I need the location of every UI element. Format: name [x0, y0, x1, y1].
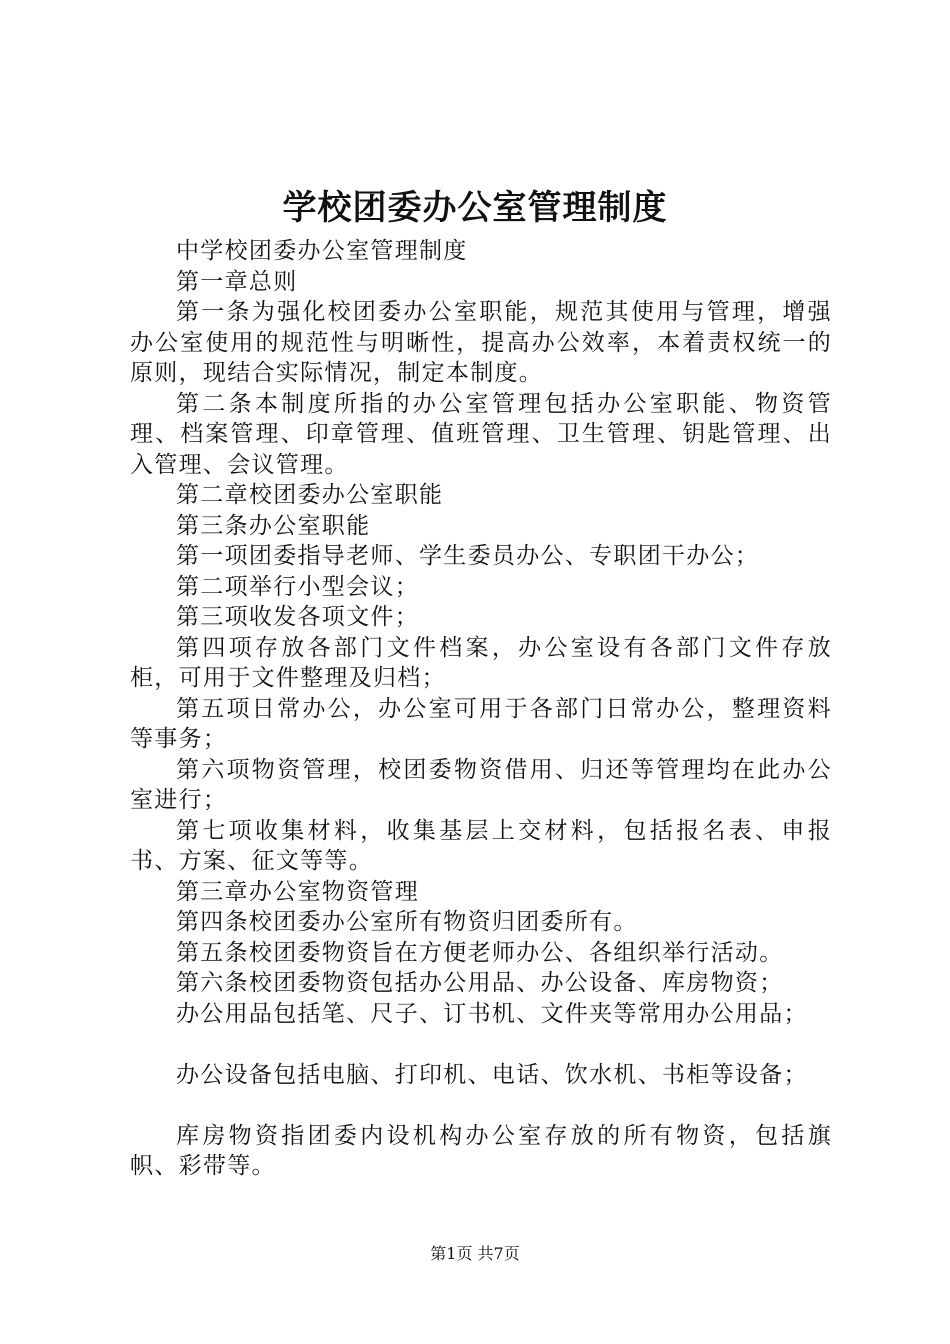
paragraph: 第三条办公室职能 — [176, 512, 371, 539]
paragraph: 第三项收发各项文件； — [176, 604, 419, 630]
paragraph: 第二项举行小型会议； — [176, 573, 419, 600]
paragraph: 办公用品包括笔、尺子、订书机、文件夹等常用办公用品； — [176, 1000, 808, 1027]
paragraph: 第一条为强化校团委办公室职能，规范其使用与管理，增强办公室使用的规范性与明晰性，提高办公效率，本着责权统一的原则，现结合实际情况，制定本制度。 — [130, 299, 832, 386]
page-number-footer: 第1页 共7页 — [430, 1244, 520, 1263]
paragraph: 第二章校团委办公室职能 — [176, 482, 444, 508]
paragraph: 第六条校团委物资包括办公用品、办公设备、库房物资； — [176, 970, 784, 996]
paragraph: 第五项日常办公，办公室可用于各部门日常办公，整理资料等事务； — [130, 695, 832, 752]
paragraph: 第六项物资管理，校团委物资借用、归还等管理均在此办公室进行； — [130, 756, 832, 813]
paragraph: 库房物资指团委内设机构办公室存放的所有物资，包括旗帜、彩带等。 — [130, 1122, 832, 1179]
document-body — [130, 236, 832, 1182]
paragraph: 第一章总则 — [176, 268, 298, 295]
document-title: 学校团委办公室管理制度 — [282, 188, 668, 228]
paragraph: 第四项存放各部门文件档案，办公室设有各部门文件存放柜，可用于文件整理及归档； — [130, 634, 832, 691]
paragraph: 中学校团委办公室管理制度 — [176, 238, 468, 264]
paragraph: 第一项团委指导老师、学生委员办公、专职团干办公； — [176, 543, 760, 569]
paragraph: 第五条校团委物资旨在方便老师办公、各组织举行活动。 — [176, 939, 784, 966]
paragraph: 第三章办公室物资管理 — [176, 878, 419, 905]
paragraph: 第二条本制度所指的办公室管理包括办公室职能、物资管理、档案管理、印章管理、值班管理、卫生管理、钥匙管理、出入管理、会议管理。 — [130, 390, 832, 478]
paragraph: 第四条校团委办公室所有物资归团委所有。 — [176, 909, 638, 935]
paragraph: 办公设备包括电脑、打印机、电话、饮水机、书柜等设备； — [176, 1061, 808, 1088]
paragraph: 第七项收集材料，收集基层上交材料，包括报名表、申报书、方案、征文等等。 — [130, 817, 832, 874]
